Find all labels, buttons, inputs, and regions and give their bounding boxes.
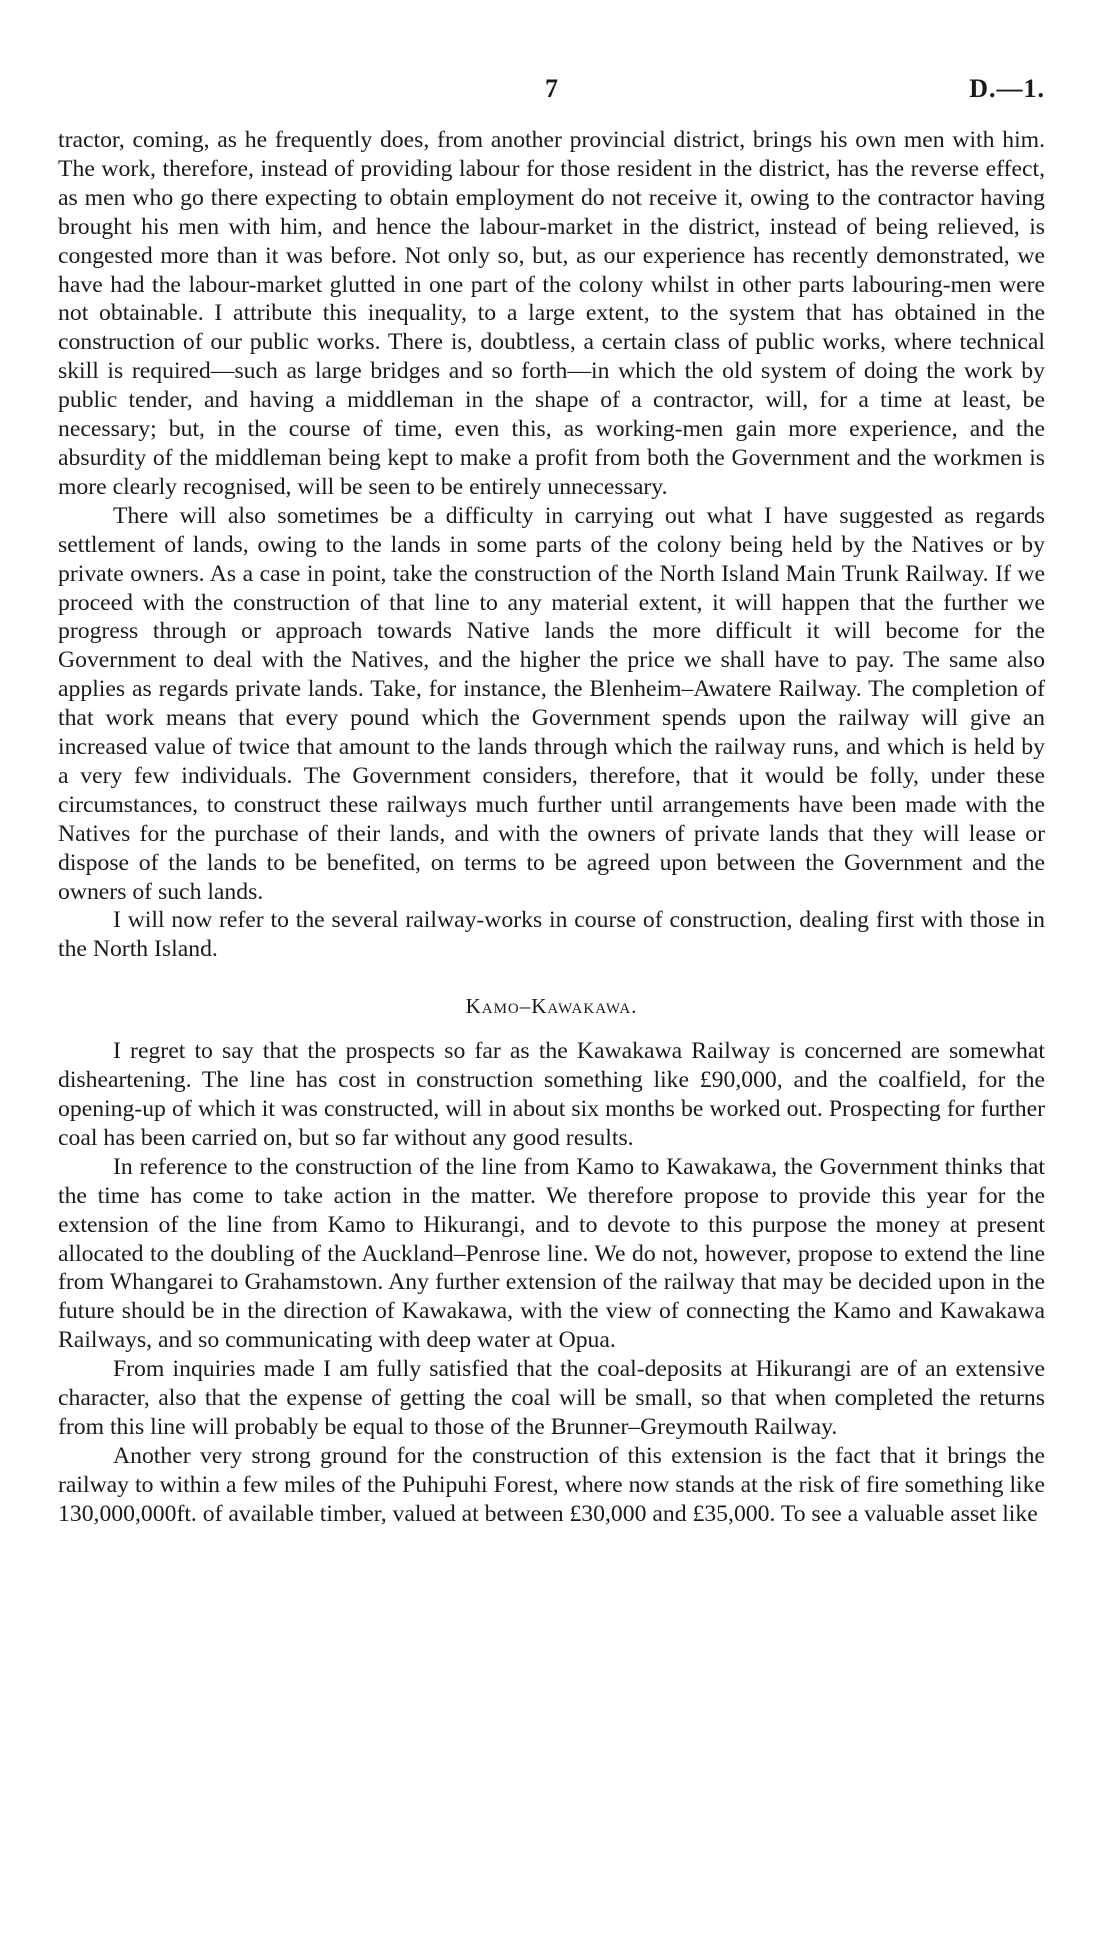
paragraph: tractor, coming, as he frequently does, from another provincial district, brings his own men with him. The work, therefore, instead of providing labour for those resident in the district, has the reverse effect, as men who go there expecting to obtain employment do not receive it, owing to the contractor having brought his men with him, and hence the labour-market in the district, instead of being relieved, is congested more than it was before. Not only so, but, as our experience has recently demonstrated, we have had the labour-market glutted in one part of the colony whilst in other parts labouring-men were not obtainable. I attribute this inequality, to a large extent, to the system that has obtained in the construction of our public works. There is, doubtless, a certain class of public works, where technical skill is required—such as large bridges and so forth—in which the old system of doing the work by public tender, and having a middleman in the shape of a contractor, will, for a time at least, be necessary; but, in the course of time, even this, as working-men gain more experience, and the absurdity of the middleman being kept to make a profit from both the Government and the workmen is more clearly recognised, will be seen to be entirely unnecessary. — [58, 127, 1045, 500]
paragraph: There will also sometimes be a difficulty in carrying out what I have suggested as regards settlement of lands, owing to the lands in some parts of the colony being held by the Natives or by private owners. As a case in point, take the construction of the North Island Main Trunk Railway. If we proceed with the construction of that line to any material extent, it will happen that the further we progress through or approach towards Native lands the more difficult it will become for the Government to deal with the Natives, and the higher the price we shall have to pay. The same also applies as regards private lands. Take, for instance, the Blenheim–Awatere Railway. The completion of that work means that every pound which the Government spends upon the railway will give an increased value of twice that amount to the lands through which the railway runs, and which is held by a very few individuals. The Government considers, therefore, that it would be folly, under these circumstances, to construct these railways much further until arrangements have been made with the Natives for the purchase of their lands, and with the owners of private lands that they will lease or dispose of the lands to be benefited, on terms to be agreed upon between the Government and the owners of such lands. — [58, 502, 1045, 905]
paragraph: In reference to the construction of the line from Kamo to Kawakawa, the Government thinks that the time has come to take action in the matter. We therefore propose to provide this year for the extension of the line from Kamo to Hikurangi, and to devote to this purpose the money at present allocated to the doubling of the Auckland–Penrose line. We do not, however, propose to extend the line from Whangarei to Grahamstown. Any further extension of the railway that may be decided upon in the future should be in the direction of Kawakawa, with the view of connecting the Kamo and Kawakawa Railways, and so communicating with deep water at Opua. — [58, 1153, 1045, 1354]
page-number: 7 — [545, 74, 558, 103]
document-reference: D.—1. — [969, 74, 1045, 103]
paragraph: Another very strong ground for the construction of this extension is the fact that it brings the railway to within a few miles of the Puhipuhi Forest, where now stands at the risk of fire something like 130,000,000ft. of available timber, valued at between £30,000 and £35,000. To see a valuable asset like — [58, 1442, 1045, 1527]
page-header — [58, 70, 1045, 126]
paragraph: From inquiries made I am fully satisfied that the coal-deposits at Hikurangi are of an extensive character, also that the expense of getting the coal will be small, so that when completed the returns from this line will probably be equal to those of the Brunner–Greymouth Railway. — [58, 1356, 1045, 1440]
paragraph: I will now refer to the several railway-works in course of construction, dealing first with those in the North Island. — [58, 907, 1045, 963]
body-text — [58, 126, 1045, 1529]
section-heading: Kamo–Kawakawa. — [465, 994, 638, 1019]
paragraph: I regret to say that the prospects so far as the Kawakawa Railway is concerned are somewhat disheartening. The line has cost in construction something like £90,000, and the coalfield, for the opening-up of which it was constructed, will in about six months be worked out. Prospecting for further coal has been carried on, but so far without any good results. — [58, 1038, 1045, 1151]
